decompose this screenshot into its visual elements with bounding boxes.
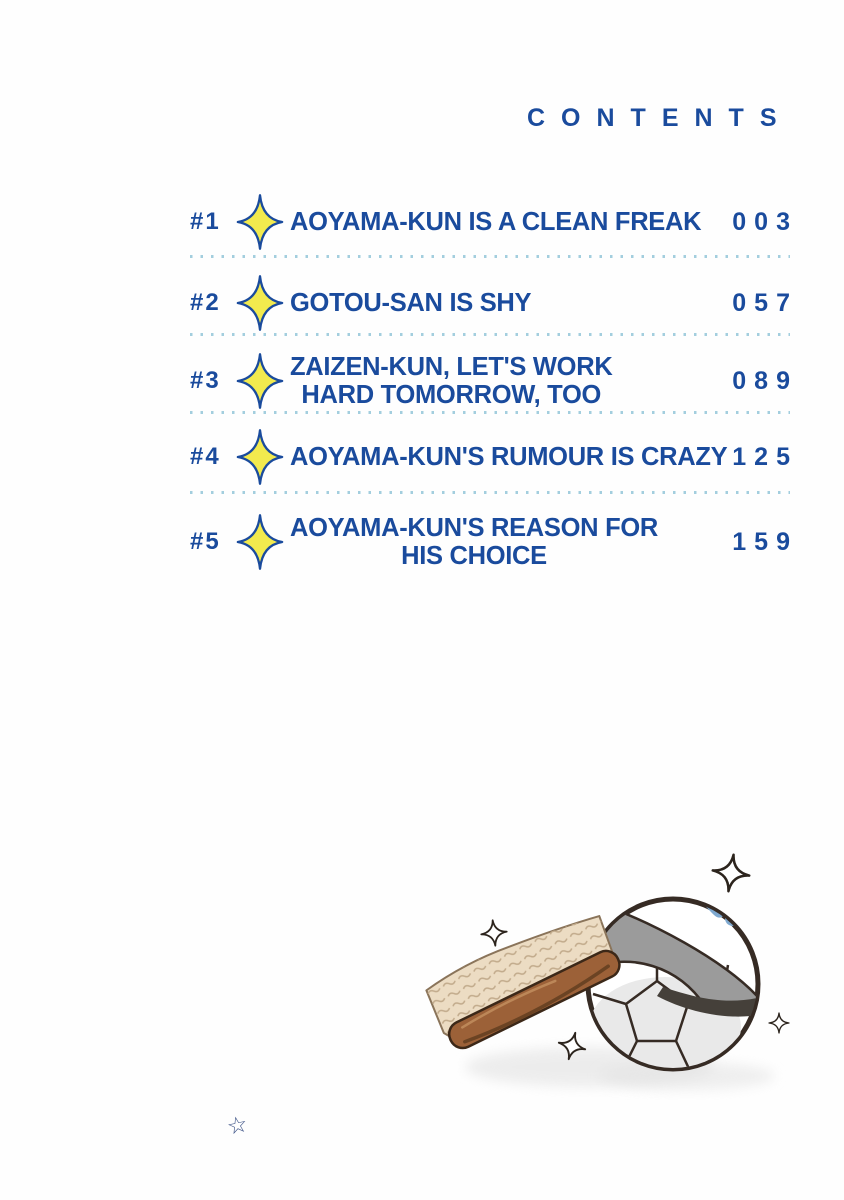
dotted-divider [190, 255, 790, 258]
toc-entry-1 [190, 194, 798, 250]
chapter-title [290, 353, 612, 409]
chapter-number: #2 [190, 289, 221, 316]
sparkle-star-icon [236, 272, 284, 334]
sparkle-star-shape [238, 195, 282, 249]
chapter-page-number: 125 [732, 442, 798, 471]
chapter-title [290, 514, 658, 570]
chapter-title-line1: GOTOU-SAN IS SHY [290, 288, 532, 317]
sparkle-star-icon [236, 350, 284, 412]
sparkle-star-shape [238, 354, 282, 408]
dotted-divider [190, 491, 790, 494]
chapter-title [290, 289, 531, 317]
chapter-title [290, 208, 701, 236]
toc-entry-5 [190, 509, 798, 575]
dotted-divider [190, 333, 790, 336]
chapter-page-number: 159 [732, 527, 798, 556]
chapter-number: #1 [190, 208, 221, 235]
chapter-title-line2: HIS CHOICE [401, 542, 547, 570]
sparkle-star-shape [238, 430, 282, 484]
chapter-title-line1: ZAIZEN-KUN, LET'S WORK [290, 352, 613, 381]
chapter-title-line1: AOYAMA-KUN'S REASON FOR [290, 513, 658, 542]
chapter-number: #4 [190, 443, 221, 470]
dotted-divider [190, 411, 790, 414]
toc-entry-4 [190, 429, 798, 485]
chapter-page-number: 089 [732, 366, 798, 395]
chapter-number: #5 [190, 528, 221, 555]
sparkle-icon [769, 1013, 789, 1033]
sparkle-star-icon [236, 426, 284, 488]
scrub-brush-illustration [425, 904, 626, 1054]
star-outline-icon: ☆ [224, 1110, 250, 1140]
chapter-title-line1: AOYAMA-KUN IS A CLEAN FREAK [290, 207, 702, 236]
sparkle-star-icon [236, 191, 284, 253]
toc-entry-3 [190, 349, 798, 413]
table-of-contents [190, 0, 798, 700]
sparkle-icon [710, 852, 752, 894]
page-title: CONTENTS [527, 104, 793, 132]
sparkle-star-shape [238, 276, 282, 330]
chapter-title-line2: HARD TOMORROW, TOO [301, 381, 602, 409]
chapter-number: #3 [190, 367, 221, 394]
sparkle-star-icon [236, 511, 284, 573]
chapter-title-line1: AOYAMA-KUN'S RUMOUR IS CRAZY [290, 442, 728, 471]
sparkle-star-shape [238, 515, 282, 569]
toc-entry-2 [190, 275, 798, 331]
sparkle-icon [480, 919, 508, 947]
chapter-title [290, 443, 727, 471]
chapter-page-number: 057 [732, 288, 798, 317]
chapter-page-number: 003 [732, 207, 798, 236]
brush-and-ball-illustration [425, 845, 840, 1100]
